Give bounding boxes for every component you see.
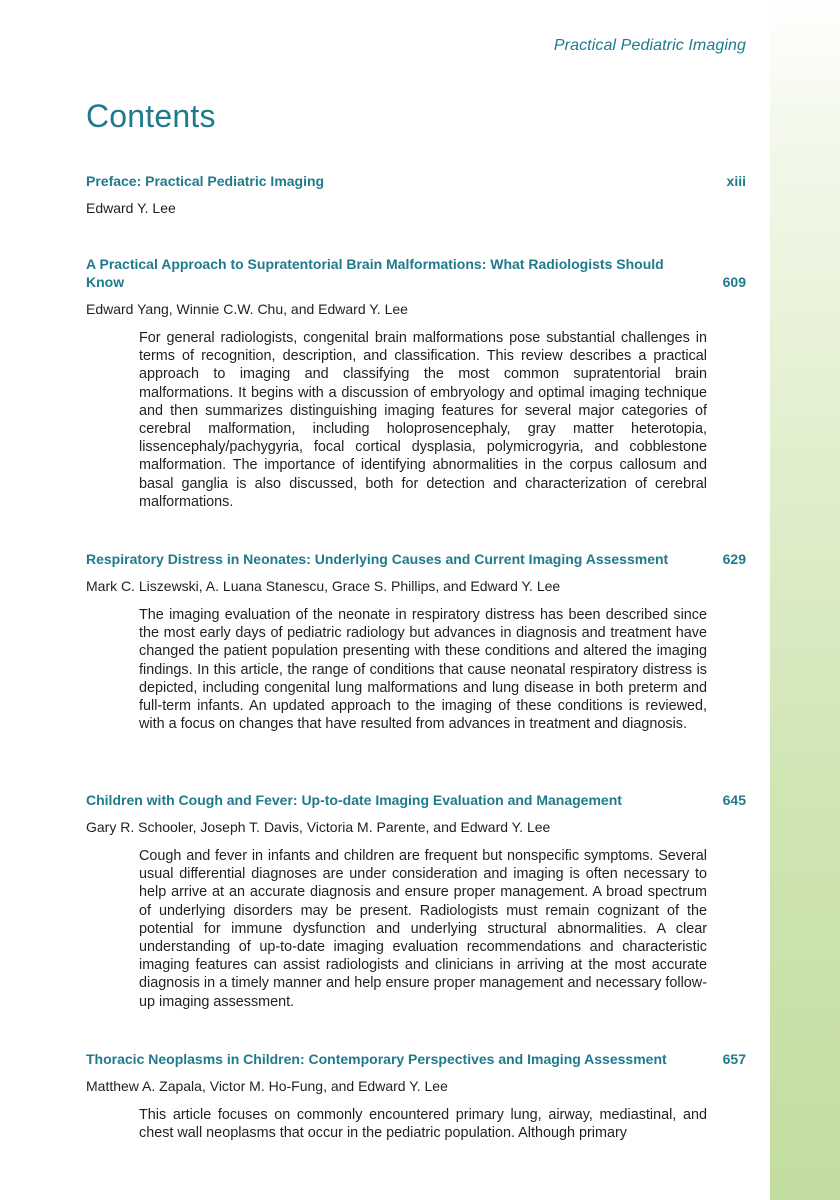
running-head: Practical Pediatric Imaging [553,37,746,54]
entry-page-number[interactable]: xiii [726,173,746,189]
entry-title-link[interactable]: A Practical Approach to Supratentorial Brain Malformations: What Radiologists Should Know [86,256,664,290]
contents-title: Contents [86,98,216,134]
entry-abstract: For general radiologists, congenital brain malformations pose substantial challenges in terms of recognition, description, and classification. This review describes a practical approach to imaging and classifying the most common supratentorial brain malformations. It begins with a discussion of embryology and optimal imaging technique and then summarizes distinguishing imaging features for several major categories of cerebral malformation, including holoprosencephaly, gray matter heterotopia, lissencephaly/pachygyria, focal cortical dysplasia, polymicrogyria, and cobblestone malformation. The importance of identifying abnormalities in the corpus callosum and basal ganglia is also discussed, both for detection and characterization of cerebral malformations. [139,330,707,510]
toc-entry-brain-malformations [86,255,746,511]
entry-page-number[interactable]: 657 [722,1051,746,1067]
toc-entry-cough-fever [86,791,746,1011]
toc-entry-thoracic-neoplasms [86,1050,746,1142]
entry-abstract: Cough and fever in infants and children are frequent but nonspecific symptoms. Several usual differential diagnoses are under consideration and imaging is often necessary to help arrive at an accurate diagnosis and ensure proper management. A broad spectrum of underlying disorders may be present. Radiologists must remain cognizant of the potential for immune dysfunction and underlying structural abnormalities. A clear understanding of up-to-date imaging evaluation recommendations and characteristic imaging features can assist radiologists and clinicians in arriving at the most accurate diagnosis in a timely manner and help ensure proper management and necessary follow-up imaging assessment. [139,848,707,1010]
entry-heading [86,255,746,291]
entry-heading [86,172,746,190]
entry-heading [86,791,746,809]
entry-authors: Edward Y. Lee [86,200,176,216]
entry-page-number[interactable]: 645 [722,792,746,808]
entry-page-number[interactable]: 629 [722,551,746,567]
entry-title-link[interactable]: Thoracic Neoplasms in Children: Contemporary Perspectives and Imaging Assessment [86,1051,667,1067]
entry-heading [86,550,746,568]
entry-authors: Gary R. Schooler, Joseph T. Davis, Victoria M. Parente, and Edward Y. Lee [86,819,551,835]
entry-abstract: The imaging evaluation of the neonate in respiratory distress has been described since the most early days of pediatric radiology but advances in diagnosis and treatment have changed the patient population presenting with these conditions and altered the imaging findings. In this article, the range of conditions that cause neonatal respiratory distress is depicted, including congenital lung malformations and lung disease in both preterm and full-term infants. An updated approach to the imaging of these conditions is reviewed, with a focus on changes that have resulted from advances in treatment and diagnosis. [139,607,707,733]
toc-entry-preface [86,172,746,217]
contents-page [86,0,746,1200]
toc-entry-respiratory-distress [86,550,746,733]
entry-authors: Matthew A. Zapala, Victor M. Ho-Fung, and Edward Y. Lee [86,1078,448,1094]
entry-title-link[interactable]: Respiratory Distress in Neonates: Underlying Causes and Current Imaging Assessment [86,551,669,567]
entry-title-link[interactable]: Children with Cough and Fever: Up-to-date Imaging Evaluation and Management [86,792,622,808]
entry-authors: Mark C. Liszewski, A. Luana Stanescu, Grace S. Phillips, and Edward Y. Lee [86,578,561,594]
entry-heading [86,1050,746,1068]
entry-page-number[interactable]: 609 [722,274,746,290]
entry-abstract: This article focuses on commonly encountered primary lung, airway, mediastinal, and chest wall neoplasms that occur in the pediatric population. Although primary [139,1107,707,1142]
side-color-strip [770,0,840,1200]
entry-title-link[interactable]: Preface: Practical Pediatric Imaging [86,173,325,189]
entry-authors: Edward Yang, Winnie C.W. Chu, and Edward Y. Lee [86,301,408,317]
